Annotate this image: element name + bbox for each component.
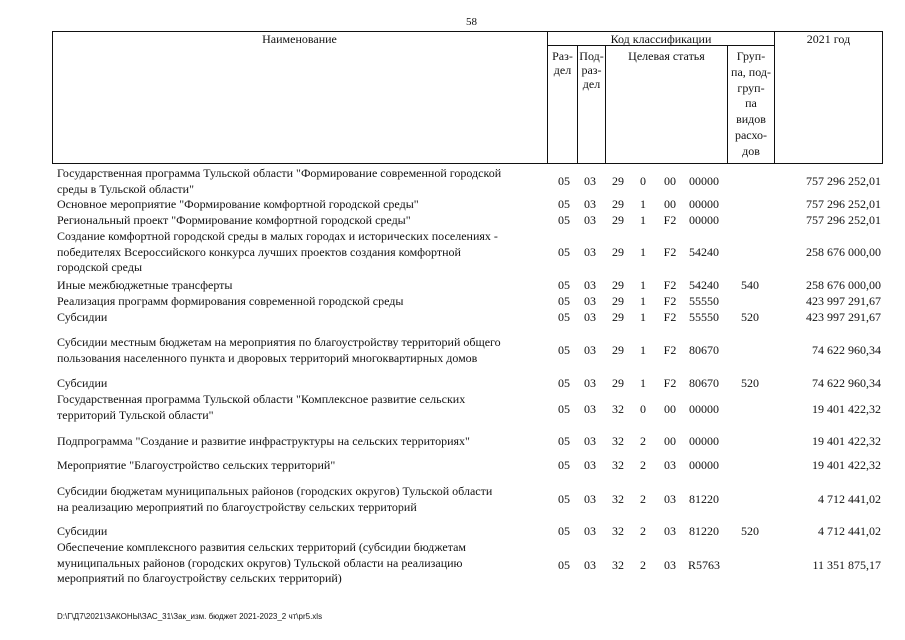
cell-direction: 54240 (689, 245, 719, 259)
header-subsection: Под- раз- дел (579, 49, 604, 91)
cell-program: 29 (612, 197, 624, 211)
cell-subsection: 03 (584, 197, 596, 211)
cell-expense-type: 520 (741, 310, 759, 324)
cell-program: 32 (612, 492, 624, 506)
cell-amount: 423 997 291,67 (806, 310, 881, 324)
row-name: Субсидии (57, 310, 108, 324)
cell-amount: 258 676 000,00 (806, 245, 881, 259)
cell-event: 03 (664, 492, 676, 506)
cell-subprogram: 1 (640, 343, 646, 357)
cell-amount: 4 712 441,02 (818, 492, 881, 506)
cell-direction: 55550 (689, 294, 719, 308)
cell-amount: 19 401 422,32 (812, 402, 881, 416)
cell-event: 03 (664, 524, 676, 538)
cell-section: 05 (558, 458, 570, 472)
header-target-article: Целевая статья (628, 49, 705, 63)
cell-event: 03 (664, 458, 676, 472)
cell-event: F2 (663, 376, 677, 390)
cell-amount: 757 296 252,01 (806, 197, 881, 211)
cell-event: 00 (664, 402, 676, 416)
cell-subprogram: 0 (640, 174, 646, 188)
row-name: Субсидии (57, 376, 108, 390)
row-name: Обеспечение комплексного развития сельских территорий (субсидии бюджетам муниципальных районов (городских округов) Тульской области на реализацию мероприятий по благоустройству сельских территорий) (57, 540, 467, 585)
cell-program: 32 (612, 524, 624, 538)
cell-direction: 00000 (689, 458, 719, 472)
cell-subprogram: 1 (640, 294, 646, 308)
cell-section: 05 (558, 197, 570, 211)
cell-event: F2 (663, 245, 677, 259)
cell-direction: 00000 (689, 402, 719, 416)
cell-section: 05 (558, 558, 570, 572)
cell-amount: 757 296 252,01 (806, 174, 881, 188)
cell-direction: 55550 (689, 310, 719, 324)
cell-subprogram: 2 (640, 524, 646, 538)
cell-section: 05 (558, 524, 570, 538)
header-code: Код классификации (610, 32, 712, 46)
row-name: Мероприятие "Благоустройство сельских территорий" (57, 458, 336, 472)
cell-amount: 74 622 960,34 (812, 376, 881, 390)
cell-subsection: 03 (584, 245, 596, 259)
cell-program: 32 (612, 458, 624, 472)
cell-event: F2 (663, 343, 677, 357)
cell-amount: 423 997 291,67 (806, 294, 881, 308)
row-name: Государственная программа Тульской области "Формирование современной городской среды в Тульской области" (57, 166, 502, 196)
cell-subprogram: 1 (640, 310, 646, 324)
table-header (52, 31, 883, 164)
row-name: Создание комфортной городской среды в малых городах и исторических поселениях - победителях Всероссийского конкурса лучших проектов создания комфортной городской среды (57, 229, 498, 274)
cell-section: 05 (558, 174, 570, 188)
cell-section: 05 (558, 376, 570, 390)
row-name: Подпрограмма "Создание и развитие инфраструктуры на сельских территориях" (57, 434, 470, 448)
header-section: Раз- дел (552, 49, 573, 77)
header-expense-group: Груп- па, под- груп- па видов расхо- дов (731, 49, 771, 158)
cell-event: F2 (663, 310, 677, 324)
cell-subprogram: 0 (640, 402, 646, 416)
cell-expense-type: 540 (741, 278, 759, 292)
cell-event: 00 (664, 434, 676, 448)
cell-section: 05 (558, 213, 570, 227)
cell-subsection: 03 (584, 376, 596, 390)
page-number: 58 (466, 16, 477, 28)
cell-section: 05 (558, 245, 570, 259)
cell-subsection: 03 (584, 310, 596, 324)
cell-event: 00 (664, 197, 676, 211)
cell-direction: 81220 (689, 492, 719, 506)
cell-subsection: 03 (584, 174, 596, 188)
cell-direction: R5763 (687, 558, 720, 572)
cell-program: 32 (612, 558, 624, 572)
cell-subprogram: 1 (640, 245, 646, 259)
row-name: Иные межбюджетные трансферты (57, 278, 233, 292)
cell-expense-type: 520 (741, 524, 759, 538)
cell-subprogram: 2 (640, 458, 646, 472)
cell-subsection: 03 (584, 492, 596, 506)
cell-section: 05 (558, 294, 570, 308)
cell-direction: 00000 (689, 213, 719, 227)
row-name: Основное мероприятие "Формирование комфортной городской среды" (57, 197, 419, 211)
cell-amount: 757 296 252,01 (806, 213, 881, 227)
cell-program: 32 (612, 402, 624, 416)
row-name: Субсидии (57, 524, 108, 538)
cell-section: 05 (558, 343, 570, 357)
row-name: Субсидии местным бюджетам на мероприятия по благоустройству территорий общего пользования населенного пункта и дворовых территорий многоквартирных домов (57, 335, 501, 365)
cell-event: 00 (664, 174, 676, 188)
cell-event: 03 (664, 558, 676, 572)
cell-amount: 11 351 875,17 (812, 558, 881, 572)
cell-program: 29 (612, 294, 624, 308)
cell-subprogram: 1 (640, 376, 646, 390)
cell-direction: 81220 (689, 524, 719, 538)
cell-subsection: 03 (584, 458, 596, 472)
cell-direction: 00000 (689, 174, 719, 188)
cell-subsection: 03 (584, 213, 596, 227)
cell-subprogram: 2 (640, 558, 646, 572)
cell-program: 29 (612, 376, 624, 390)
cell-direction: 00000 (689, 197, 719, 211)
cell-amount: 74 622 960,34 (812, 343, 881, 357)
cell-direction: 00000 (689, 434, 719, 448)
cell-section: 05 (558, 278, 570, 292)
cell-event: F2 (663, 213, 677, 227)
row-name: Государственная программа Тульской области "Комплексное развитие сельских территорий Тульской области" (57, 392, 466, 422)
cell-amount: 19 401 422,32 (812, 434, 881, 448)
cell-event: F2 (663, 294, 677, 308)
cell-subsection: 03 (584, 434, 596, 448)
cell-section: 05 (558, 310, 570, 324)
cell-program: 29 (612, 343, 624, 357)
cell-program: 29 (612, 278, 624, 292)
cell-section: 05 (558, 434, 570, 448)
cell-event: F2 (663, 278, 677, 292)
cell-program: 29 (612, 213, 624, 227)
cell-subsection: 03 (584, 294, 596, 308)
cell-amount: 258 676 000,00 (806, 278, 881, 292)
cell-subsection: 03 (584, 524, 596, 538)
cell-section: 05 (558, 402, 570, 416)
cell-direction: 80670 (689, 343, 719, 357)
cell-subprogram: 1 (640, 278, 646, 292)
cell-subsection: 03 (584, 402, 596, 416)
cell-program: 32 (612, 434, 624, 448)
cell-subprogram: 2 (640, 492, 646, 506)
cell-subsection: 03 (584, 343, 596, 357)
header-name: Наименование (262, 32, 337, 46)
cell-program: 29 (612, 310, 624, 324)
cell-subprogram: 1 (640, 197, 646, 211)
cell-subsection: 03 (584, 558, 596, 572)
cell-direction: 54240 (689, 278, 719, 292)
cell-expense-type: 520 (741, 376, 759, 390)
cell-section: 05 (558, 492, 570, 506)
row-name: Субсидии бюджетам муниципальных районов (городских округов) Тульской области на реализацию мероприятий по благоустройству сельских территорий (57, 484, 493, 514)
cell-amount: 19 401 422,32 (812, 458, 881, 472)
cell-subprogram: 1 (640, 213, 646, 227)
row-name: Региональный проект "Формирование комфортной городской среды" (57, 213, 411, 227)
cell-amount: 4 712 441,02 (818, 524, 881, 538)
cell-subsection: 03 (584, 278, 596, 292)
header-year: 2021 год (806, 32, 851, 46)
file-path-footer: D:\Г\Д7\2021\ЗАКОНЫ\ЗАС_31\Зак_изм. бюджет 2021-2023_2 чт\pr5.xls (57, 612, 323, 621)
cell-program: 29 (612, 174, 624, 188)
row-name: Реализация программ формирования современной городской среды (57, 294, 404, 308)
cell-direction: 80670 (689, 376, 719, 390)
cell-program: 29 (612, 245, 624, 259)
cell-subprogram: 2 (640, 434, 646, 448)
